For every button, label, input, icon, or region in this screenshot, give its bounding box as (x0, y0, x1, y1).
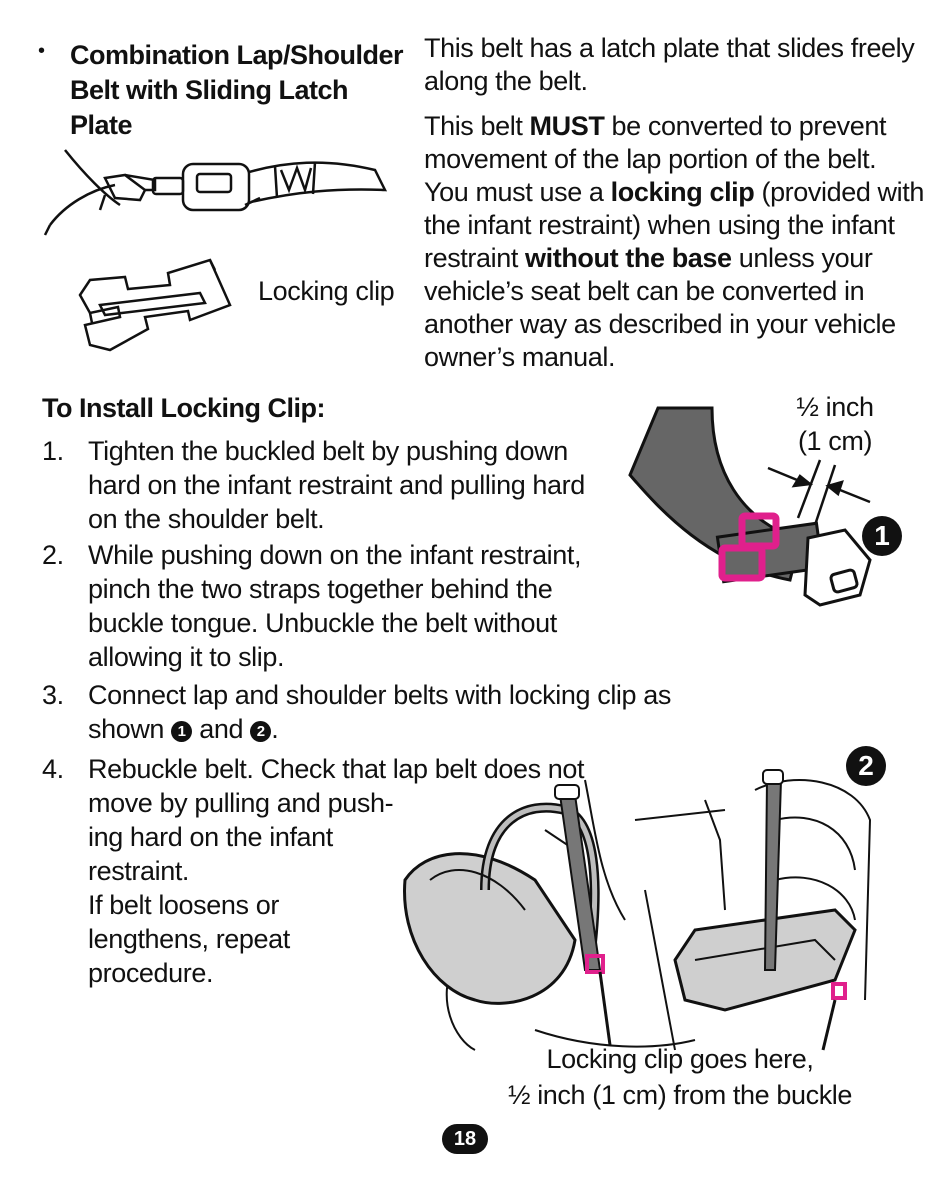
page-number: 18 (442, 1124, 488, 1154)
figure-2-car-seat-illustration (395, 760, 885, 1050)
p2-without-base: without the base (525, 243, 732, 273)
step-number: 4. (42, 754, 64, 784)
figure-1-badge: 1 (862, 516, 902, 556)
p2-text-c: be converted to prevent movement of the lap portion of the belt. You must use a (424, 111, 887, 207)
figure-1-measure-top: ½ inch (796, 392, 874, 422)
figure-ref-1: 1 (171, 721, 192, 742)
intro-paragraph-1: This belt has a latch plate that slides freely along the belt. (424, 33, 915, 96)
figure-1-measure-bottom: (1 cm) (797, 426, 873, 456)
section-title: Combination Lap/Shoulder Belt with Sliding Latch Plate (70, 40, 403, 140)
p2-text-g: unless your vehicle’s seat belt can be converted in another way as described in your vehicle owner’s manual. (424, 243, 896, 372)
p2-must: MUST (529, 111, 605, 141)
step-2 (42, 538, 602, 674)
locking-clip-label: Locking clip (258, 276, 395, 306)
step-text: While pushing down on the infant restraint, pinch the two straps together behind the buckle tongue. Unbuckle the belt without allowing it to slip. (88, 540, 582, 672)
figure-2-badge: 2 (846, 746, 886, 786)
step-number: 2. (42, 540, 64, 570)
step-3 (42, 678, 702, 746)
p2-text-e: (provided with the infant restraint) when using the infant restraint (424, 177, 924, 273)
step-1 (42, 434, 602, 536)
intro-paragraph-2 (424, 110, 924, 374)
figure-ref-2: 2 (250, 721, 271, 742)
install-title: To Install Locking Clip: (42, 393, 325, 423)
step-number: 3. (42, 680, 64, 710)
latch-plate-illustration (45, 150, 405, 250)
step-text: Tighten the buckled belt by pushing down hard on the infant restraint and pulling hard on the shoulder belt. (88, 436, 585, 534)
p2-text-a: This belt (424, 111, 530, 141)
figure-2-caption-line-1: Locking clip goes here, (546, 1044, 814, 1074)
step-number: 1. (42, 436, 64, 466)
step-text: Rebuckle belt. Check that lap belt does not move by pulling and push- ing hard on the infant restraint. If belt loosens or lengthens, repeat procedure. (88, 754, 585, 988)
bullet-marker: • (38, 40, 46, 62)
locking-clip-illustration (70, 255, 250, 365)
p2-locking-clip: locking clip (610, 177, 755, 207)
figure-2-caption-line-2: ½ inch (1 cm) from the buckle (507, 1080, 853, 1110)
step-text: Connect lap and shoulder belts with locking clip as shown 1 and 2 . (88, 680, 671, 744)
